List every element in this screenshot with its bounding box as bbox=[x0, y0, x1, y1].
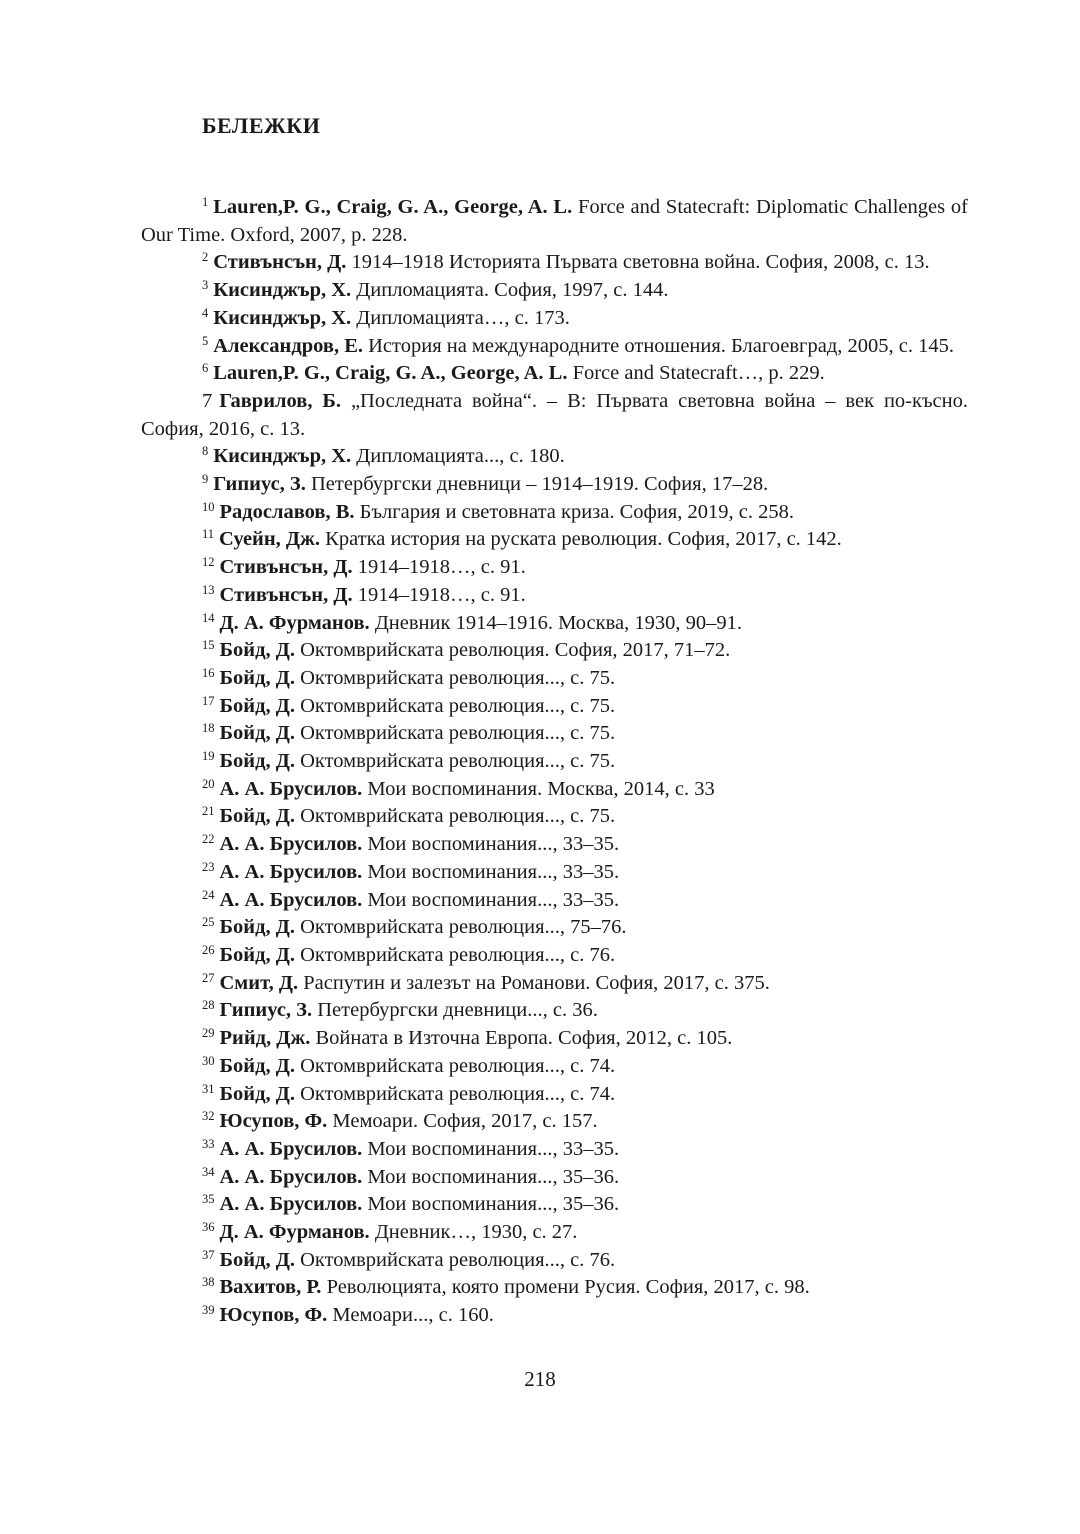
endnote-reference: Дневник 1914–1916. Москва, 1930, 90–91. bbox=[369, 611, 742, 634]
endnote-reference: 1914–1918…, с. 91. bbox=[352, 556, 526, 579]
endnote-reference: Мемоари..., с. 160. bbox=[327, 1304, 494, 1327]
endnote-reference: Дипломацията..., с. 180. bbox=[351, 445, 565, 468]
endnote-author: Бойд, Д. bbox=[219, 805, 295, 828]
endnote-item bbox=[141, 1274, 968, 1302]
page-heading: БЕЛЕЖКИ bbox=[202, 113, 321, 138]
endnote-item bbox=[141, 859, 968, 887]
endnote-number: 34 bbox=[202, 1164, 215, 1179]
endnote-number: 16 bbox=[202, 665, 215, 680]
endnote-number: 19 bbox=[202, 749, 215, 764]
endnote-item bbox=[141, 914, 968, 942]
endnote-number: 32 bbox=[202, 1109, 215, 1124]
endnote-reference: Октомврийската революция..., с. 76. bbox=[294, 1248, 616, 1271]
endnote-author: Бойд, Д. bbox=[219, 1248, 295, 1271]
endnote-author: Гипиус, З. bbox=[219, 999, 313, 1022]
endnote-author: Бойд, Д. bbox=[219, 750, 295, 773]
endnote-author: Бойд, Д. bbox=[219, 916, 295, 939]
endnote-reference: Революцията, която промени Русия. София, 2017, с. 98. bbox=[321, 1276, 810, 1299]
endnote-author: Смит, Д. bbox=[219, 971, 299, 994]
endnote-item bbox=[141, 776, 968, 804]
endnote-number: 24 bbox=[202, 887, 215, 902]
endnote-number: 31 bbox=[202, 1081, 215, 1096]
endnote-author: Бойд, Д. bbox=[219, 722, 295, 745]
endnote-author: Lauren,P. G., Craig, G. A., George, A. L. bbox=[213, 196, 573, 218]
endnote-item bbox=[141, 582, 968, 610]
endnote-reference: България и световната криза. София, 2019, с. 258. bbox=[354, 500, 794, 523]
endnote-item bbox=[141, 693, 968, 721]
endnote-reference: Октомврийската революция..., с. 75. bbox=[294, 722, 616, 745]
endnote-reference: Мои воспоминания..., 33–35. bbox=[362, 833, 620, 856]
endnote-item bbox=[141, 194, 968, 249]
endnote-item bbox=[141, 1025, 968, 1053]
endnote-reference: Октомврийската революция..., с. 75. bbox=[294, 750, 616, 773]
endnote-number: 7 bbox=[202, 389, 213, 412]
endnote-reference: Октомврийската революция..., с. 74. bbox=[294, 1054, 616, 1077]
endnote-author: Гаврилов, Б. bbox=[219, 389, 342, 412]
endnote-reference: Мои воспоминания..., 35–36. bbox=[362, 1165, 620, 1188]
endnote-author: Д. А. Фурманов. bbox=[219, 1221, 370, 1244]
endnote-reference: Петербургски дневници – 1914–1919. София, 17–28. bbox=[305, 473, 769, 496]
endnote-number: 4 bbox=[202, 305, 209, 320]
endnote-reference: Октомврийската революция..., с. 75. bbox=[294, 694, 616, 717]
endnote-number: 35 bbox=[202, 1192, 215, 1207]
endnote-number: 33 bbox=[202, 1136, 215, 1151]
endnote-item bbox=[141, 665, 968, 693]
endnote-item bbox=[141, 1081, 968, 1109]
endnote-reference: Мои воспоминания..., 33–35. bbox=[362, 888, 620, 911]
endnote-author: Суейн, Дж. bbox=[219, 528, 321, 551]
endnote-item bbox=[141, 1108, 968, 1136]
endnote-author: Бойд, Д. bbox=[219, 694, 295, 717]
endnote-number: 39 bbox=[202, 1303, 215, 1318]
endnote-item bbox=[141, 305, 968, 333]
endnote-item bbox=[141, 970, 968, 998]
endnote-number: 3 bbox=[202, 278, 209, 293]
endnote-reference: Force and Statecraft…, p. 229. bbox=[567, 362, 825, 385]
endnote-number: 36 bbox=[202, 1220, 215, 1235]
endnote-item bbox=[141, 471, 968, 499]
page-number: 218 bbox=[524, 1367, 556, 1391]
endnote-number: 18 bbox=[202, 721, 215, 736]
endnote-reference: Мои воспоминания..., 33–35. bbox=[362, 1137, 620, 1160]
endnote-number: 8 bbox=[202, 444, 209, 459]
endnote-reference: Октомврийската революция..., с. 74. bbox=[294, 1082, 616, 1105]
endnote-item bbox=[141, 443, 968, 471]
endnote-reference: „Последната война“. – В: Първата световна война – век по-късно. София, 2016, с. 13. bbox=[141, 389, 969, 440]
endnote-author: А. А. Брусилов. bbox=[219, 860, 363, 883]
endnote-reference: История на международните отношения. Благоевград, 2005, с. 145. bbox=[363, 334, 954, 357]
endnote-reference: Мемоари. София, 2017, с. 157. bbox=[327, 1110, 598, 1133]
endnote-reference: Дипломацията…, с. 173. bbox=[351, 306, 570, 329]
endnote-reference: Дневник…, 1930, с. 27. bbox=[369, 1221, 578, 1244]
endnote-number: 14 bbox=[202, 610, 215, 625]
endnote-item bbox=[141, 554, 968, 582]
endnote-number: 27 bbox=[202, 970, 215, 985]
endnote-number: 25 bbox=[202, 915, 215, 930]
endnote-author: А. А. Брусилов. bbox=[219, 1137, 363, 1160]
endnote-item bbox=[141, 1219, 968, 1247]
endnote-reference: Мои воспоминания..., 33–35. bbox=[362, 860, 620, 883]
endnote-author: Стивънсън, Д. bbox=[213, 251, 347, 274]
endnote-item bbox=[141, 388, 968, 443]
endnote-item bbox=[141, 803, 968, 831]
endnote-author: Александров, Е. bbox=[213, 334, 363, 357]
endnote-number: 5 bbox=[202, 333, 209, 348]
endnote-number: 30 bbox=[202, 1053, 215, 1068]
endnote-author: Д. А. Фурманов. bbox=[219, 611, 370, 634]
endnote-number: 1 bbox=[202, 195, 209, 209]
endnote-author: Рийд, Дж. bbox=[219, 1027, 311, 1050]
endnote-author: Кисинджър, Х. bbox=[213, 306, 352, 329]
endnote-number: 15 bbox=[202, 638, 215, 653]
endnote-author: Бойд, Д. bbox=[219, 666, 295, 689]
endnote-item bbox=[141, 526, 968, 554]
endnote-item bbox=[141, 249, 968, 277]
endnote-author: Радославов, В. bbox=[219, 500, 355, 523]
endnote-item bbox=[141, 720, 968, 748]
endnote-reference: Октомврийската революция..., с. 76. bbox=[294, 943, 616, 966]
endnote-reference: Октомврийската революция..., с. 75. bbox=[294, 666, 616, 689]
endnote-author: Кисинджър, Х. bbox=[213, 279, 352, 302]
endnote-number: 38 bbox=[202, 1275, 215, 1290]
endnote-item bbox=[141, 997, 968, 1025]
endnote-reference: Октомврийската революция..., с. 75. bbox=[294, 805, 616, 828]
endnote-number: 29 bbox=[202, 1026, 215, 1041]
endnote-author: А. А. Брусилов. bbox=[219, 888, 363, 911]
endnote-number: 37 bbox=[202, 1247, 215, 1262]
endnote-item bbox=[141, 610, 968, 638]
endnote-reference: Force and Statecraft: Diplomatic Challenges of Our Time. Oxford, 2007, p. 228. bbox=[141, 196, 968, 246]
endnote-author: Стивънсън, Д. bbox=[219, 556, 353, 579]
endnote-author: Юсупов, Ф. bbox=[219, 1304, 328, 1327]
endnote-number: 10 bbox=[202, 499, 215, 514]
endnote-item bbox=[141, 831, 968, 859]
endnote-number: 21 bbox=[202, 804, 215, 819]
endnote-item bbox=[141, 637, 968, 665]
endnote-author: Кисинджър, Х. bbox=[213, 445, 352, 468]
endnote-number: 23 bbox=[202, 859, 215, 874]
endnote-item bbox=[141, 1191, 968, 1219]
endnote-reference: Октомврийската революция. София, 2017, 71–72. bbox=[294, 639, 731, 662]
endnote-reference: 1914–1918…, с. 91. bbox=[352, 583, 526, 606]
endnote-reference: Мои воспоминания..., 35–36. bbox=[362, 1193, 620, 1216]
endnote-author: Бойд, Д. bbox=[219, 639, 295, 662]
endnote-item bbox=[141, 887, 968, 915]
endnote-number: 2 bbox=[202, 250, 209, 265]
endnote-reference: Войната в Източна Европа. София, 2012, с. 105. bbox=[310, 1027, 733, 1050]
endnote-author: Вахитов, Р. bbox=[219, 1276, 322, 1299]
endnote-number: 17 bbox=[202, 693, 215, 708]
endnote-item bbox=[141, 1053, 968, 1081]
endnote-number: 13 bbox=[202, 582, 215, 597]
endnote-reference: Кратка история на руската революция. София, 2017, с. 142. bbox=[320, 528, 842, 551]
endnotes-list bbox=[141, 194, 968, 1330]
endnote-reference: Октомврийската революция..., 75–76. bbox=[294, 916, 627, 939]
endnote-number: 6 bbox=[202, 361, 209, 376]
endnote-reference: Дипломацията. София, 1997, с. 144. bbox=[351, 279, 669, 302]
endnote-author: А. А. Брусилов. bbox=[219, 1193, 363, 1216]
endnote-number: 20 bbox=[202, 776, 215, 791]
endnote-reference: Распутин и залезът на Романови. София, 2017, с. 375. bbox=[298, 971, 770, 994]
endnote-item bbox=[141, 277, 968, 305]
endnote-item bbox=[141, 1164, 968, 1192]
endnote-reference: Петербургски дневници..., с. 36. bbox=[312, 999, 598, 1022]
endnote-item bbox=[141, 499, 968, 527]
endnote-reference: Мои воспоминания. Москва, 2014, с. 33 bbox=[362, 777, 715, 800]
endnote-item bbox=[141, 1247, 968, 1275]
endnote-number: 11 bbox=[202, 527, 215, 542]
endnote-number: 22 bbox=[202, 832, 215, 847]
endnote-item bbox=[141, 333, 968, 361]
endnote-number: 9 bbox=[202, 472, 209, 487]
endnote-item bbox=[141, 1136, 968, 1164]
endnote-author: Бойд, Д. bbox=[219, 1054, 295, 1077]
endnote-number: 12 bbox=[202, 555, 215, 570]
endnote-item bbox=[141, 1302, 968, 1330]
endnote-author: Lauren,P. G., Craig, G. A., George, A. L. bbox=[213, 362, 568, 385]
endnote-author: А. А. Брусилов. bbox=[219, 777, 363, 800]
endnote-author: Гипиус, З. bbox=[213, 473, 306, 496]
endnote-author: Бойд, Д. bbox=[219, 1082, 295, 1105]
endnote-number: 28 bbox=[202, 998, 215, 1013]
endnote-number: 26 bbox=[202, 942, 215, 957]
endnote-author: Стивънсън, Д. bbox=[219, 583, 353, 606]
endnote-author: Бойд, Д. bbox=[219, 943, 295, 966]
endnote-author: Юсупов, Ф. bbox=[219, 1110, 328, 1133]
endnote-reference: 1914–1918 Историята Първата световна война. София, 2008, с. 13. bbox=[346, 251, 930, 274]
endnote-item bbox=[141, 748, 968, 776]
endnote-item bbox=[141, 942, 968, 970]
endnote-author: А. А. Брусилов. bbox=[219, 1165, 363, 1188]
endnote-item bbox=[141, 360, 968, 388]
endnote-author: А. А. Брусилов. bbox=[219, 833, 363, 856]
